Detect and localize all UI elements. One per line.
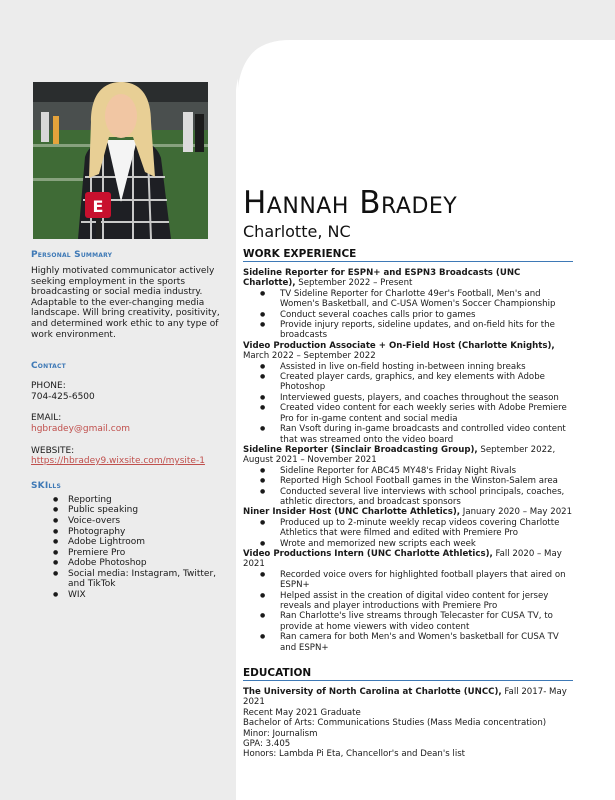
job-role: Sideline Reporter for ESPN+ and ESPN3 Broadcasts (UNC Charlotte), xyxy=(243,268,521,289)
list-item: ● Reporting xyxy=(31,495,221,506)
list-item: ● Helped assist in the creation of digital video content for jersey reveals and player introductions with Premiere Pro xyxy=(243,591,573,612)
list-item: ● Photography xyxy=(31,527,221,538)
list-item: ● Ran Vsoft during in-game broadcasts and controlled video content that was streamed onto the video board xyxy=(243,424,573,445)
phone-value: 704-425-6500 xyxy=(31,391,95,402)
location: Charlotte, NC xyxy=(243,222,351,241)
job-dates: September 2022, August 2021 – November 2021 xyxy=(243,444,556,466)
edu-line: Honors: Lambda Pi Eta, Chancellor's and Dean's list xyxy=(243,749,466,760)
job-2 xyxy=(243,341,573,445)
list-item: ● Conducted several live interviews with school principals, coaches, athletic directors, and broadcast sponsors xyxy=(243,487,573,508)
skills-list xyxy=(31,495,221,601)
list-item: ● Assisted in live on-field hosting in-between inning breaks xyxy=(243,362,573,372)
summary-title: Personal Summary xyxy=(31,250,113,260)
job-role: Video Production Associate + On-Field Host (Charlotte Knights), xyxy=(243,340,555,351)
list-item: ● Voice-overs xyxy=(31,516,221,527)
job-dates: Fall 2020 – May 2021 xyxy=(243,548,562,570)
summary-text: Highly motivated communicator actively seeking employment in the sports broadcasting or social media industry. Adaptable to the ever-changing media landscape. Will bring creativity, positivity, and determined work ethic to any type of work environment. xyxy=(31,266,220,340)
contact-title: Contact xyxy=(31,361,66,372)
job-dates: January 2020 – May 2021 xyxy=(460,507,573,518)
email-label: EMAIL: xyxy=(31,413,62,424)
list-item: ● Adobe Photoshop xyxy=(31,558,221,569)
list-item: ● Reported High School Football games in the Winston-Salem area xyxy=(243,476,573,486)
job-5 xyxy=(243,549,573,653)
last-name: Bradey xyxy=(359,185,458,221)
phone-label: PHONE: xyxy=(31,381,66,392)
list-item: ● Public speaking xyxy=(31,505,221,516)
espn-logo-letter: E xyxy=(92,197,104,216)
job-role: Video Productions Intern (UNC Charlotte Athletics), xyxy=(243,548,493,559)
edu-line: Minor: Journalism xyxy=(243,728,318,739)
list-item: ● TV Sideline Reporter for Charlotte 49er's Football, Men's and Women's Basketball, and C-USA Women's Soccer Championship xyxy=(243,289,573,310)
job-role: Niner Insider Host (UNC Charlotte Athletics), xyxy=(243,507,461,518)
list-item: ● Interviewed guests, players, and coaches throughout the season xyxy=(243,393,573,403)
school-name: The University of North Carolina at Charlotte (UNCC), xyxy=(243,687,502,698)
edu-line: Bachelor of Arts: Communications Studies (Mass Media concentration) xyxy=(243,718,547,729)
list-item: ● Recorded voice overs for highlighted football players that aired on ESPN+ xyxy=(243,570,573,591)
list-item: ● Produced up to 2-minute weekly recap videos covering Charlotte Athletics that were filmed and edited with Premiere Pro xyxy=(243,518,573,539)
list-item: ● Created player cards, graphics, and key elements with Adobe Photoshop xyxy=(243,372,573,393)
job-3 xyxy=(243,445,573,507)
job-dates: March 2022 – September 2022 xyxy=(243,351,376,362)
education-heading: EDUCATION xyxy=(243,667,573,681)
job-4 xyxy=(243,507,573,549)
list-item: ● Social media: Instagram, Twitter, and TikTok xyxy=(31,569,221,590)
page-title xyxy=(243,186,573,220)
email-link[interactable]: hgbradey@gmail.com xyxy=(31,423,130,434)
skills-title: SKIlls xyxy=(31,480,61,491)
education-block xyxy=(243,687,573,760)
first-name: Hannah xyxy=(243,185,349,221)
list-item: ● WIX xyxy=(31,590,221,601)
main-content xyxy=(243,186,573,760)
edu-line: GPA: 3.405 xyxy=(243,739,291,750)
list-item: ● Ran Charlotte's live streams through Telecaster for CUSA TV, to provide at home viewers with video content xyxy=(243,611,573,632)
school-dates: Fall 2017- May 2021 xyxy=(243,687,567,708)
list-item: ● Premiere Pro xyxy=(31,548,221,559)
list-item: ● Created video content for each weekly series with Adobe Premiere Pro for in-game content and social media xyxy=(243,403,573,424)
list-item: ● Sideline Reporter for ABC45 MY48's Friday Night Rivals xyxy=(243,466,573,476)
edu-line: Recent May 2021 Graduate xyxy=(243,707,361,718)
list-item: ● Ran camera for both Men's and Women's basketball for CUSA TV and ESPN+ xyxy=(243,632,573,653)
list-item: ● Wrote and memorized new scripts each week xyxy=(243,539,573,549)
list-item: ● Adobe Lightroom xyxy=(31,537,221,548)
profile-photo xyxy=(33,82,208,239)
website-link[interactable]: https://hbradey9.wixsite.com/mysite-1 xyxy=(31,456,205,467)
website-label: WEBSITE: xyxy=(31,445,75,456)
sidebar xyxy=(31,250,221,601)
job-1 xyxy=(243,268,573,341)
job-dates: September 2022 – Present xyxy=(295,278,413,289)
list-item: ● Conduct several coaches calls prior to games xyxy=(243,310,573,320)
work-heading: WORK EXPERIENCE xyxy=(243,248,573,262)
list-item: ● Provide injury reports, sideline updates, and on-field hits for the broadcasts xyxy=(243,320,573,341)
job-role: Sideline Reporter (Sinclair Broadcasting Group), xyxy=(243,444,478,455)
